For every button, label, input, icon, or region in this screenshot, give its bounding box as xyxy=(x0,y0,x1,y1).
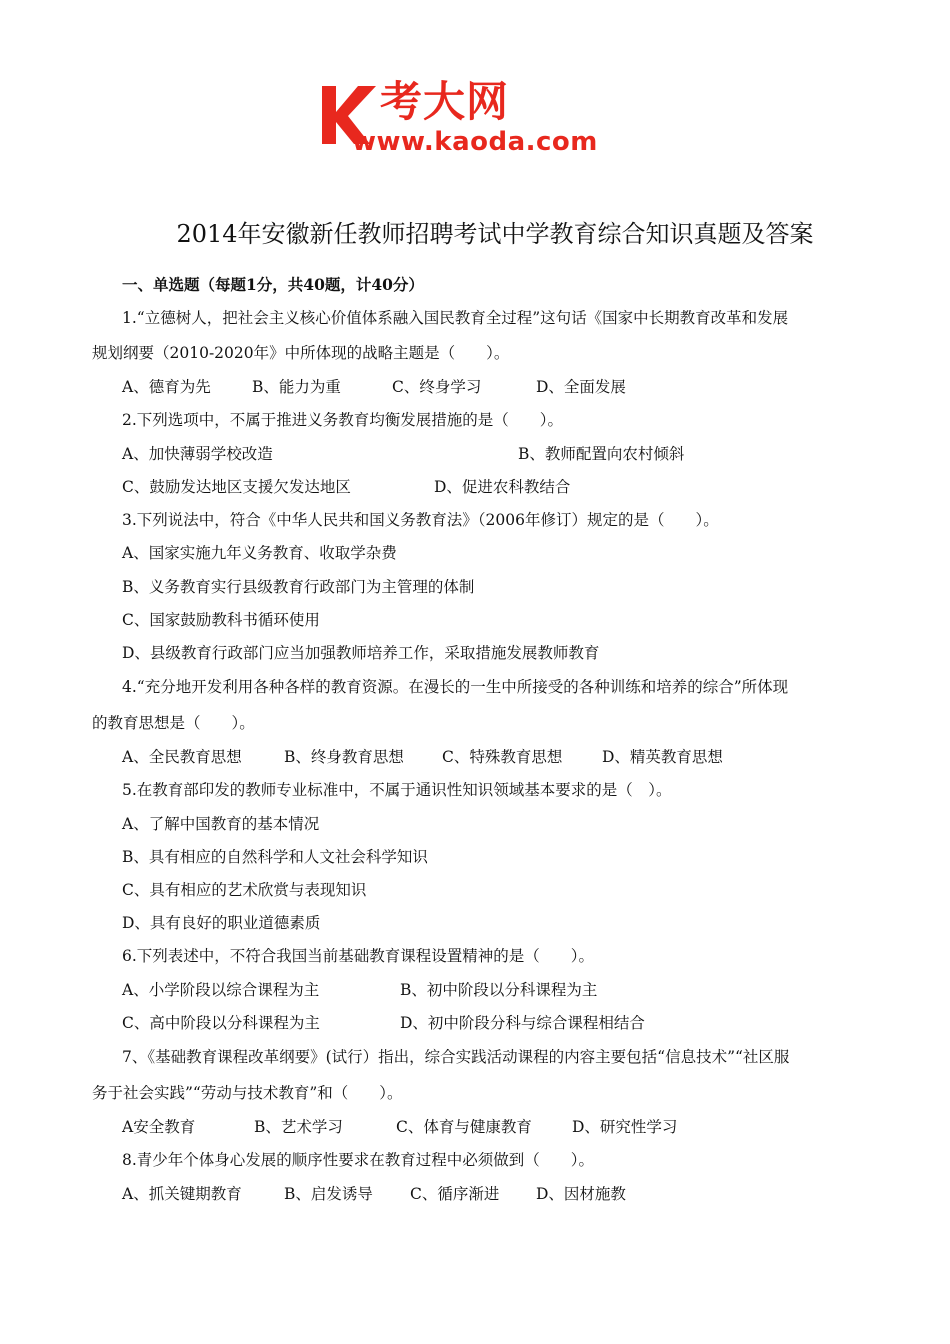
question-4-option-b: B、终身教育思想 xyxy=(284,748,404,766)
question-3-option-d: D、县级教育行政部门应当加强教师培养工作，采取措施发展教师教育 xyxy=(122,644,600,662)
question-5-option-c: C、具有相应的艺术欣赏与表现知识 xyxy=(122,881,367,899)
question-1-option-b: B、能力为重 xyxy=(252,378,341,396)
question-7-line-2: 务于社会实践”“劳动与技术教育”和（ ）。 xyxy=(92,1084,403,1102)
question-8-option-b: B、启发诱导 xyxy=(284,1185,373,1203)
question-7-option-a: A安全教育 xyxy=(122,1118,196,1136)
question-6-option-c: C、高中阶段以分科课程为主 xyxy=(122,1014,320,1032)
question-7-option-b: B、艺术学习 xyxy=(254,1118,343,1136)
question-5-option-b: B、具有相应的自然科学和人文社会科学知识 xyxy=(122,848,428,866)
question-5-option-a: A、了解中国教育的基本情况 xyxy=(122,815,320,833)
question-8-option-d: D、因材施教 xyxy=(536,1185,626,1203)
question-1-option-a: A、德育为先 xyxy=(122,378,211,396)
page-title: 2014年安徽新任教师招聘考试中学教育综合知识真题及答案 xyxy=(176,220,814,248)
question-3-option-c: C、国家鼓励教科书循环使用 xyxy=(122,611,320,629)
question-3-line-1: 3.下列说法中，符合《中华人民共和国义务教育法》（2006年修订）规定的是（ ）。 xyxy=(122,511,719,529)
question-4-line-2: 的教育思想是（ ）。 xyxy=(92,714,255,732)
question-7-line-1: 7、《基础教育课程改革纲要》(试行）指出，综合实践活动课程的内容主要包括“信息技术”“社区服 xyxy=(122,1048,790,1066)
question-6-option-d: D、初中阶段分科与综合课程相结合 xyxy=(400,1014,645,1032)
question-8-line-1: 8.青少年个体身心发展的顺序性要求在教育过程中必须做到（ ）。 xyxy=(122,1151,595,1169)
question-2-option-c: C、鼓励发达地区支援欠发达地区 xyxy=(122,478,351,496)
logo-url: www.kaoda.com xyxy=(352,127,598,157)
question-1-option-c: C、终身学习 xyxy=(392,378,482,396)
question-4-option-c: C、特殊教育思想 xyxy=(442,748,563,766)
question-4-line-1: 4.“充分地开发利用各种各样的教育资源。在漫长的一生中所接受的各种训练和培养的综合”所体现 xyxy=(122,678,789,696)
question-2-option-a: A、加快薄弱学校改造 xyxy=(122,445,273,463)
question-6-option-b: B、初中阶段以分科课程为主 xyxy=(400,981,598,999)
question-8-option-a: A、抓关键期教育 xyxy=(122,1185,242,1203)
question-7-option-c: C、体育与健康教育 xyxy=(396,1118,532,1136)
question-8-option-c: C、循序渐进 xyxy=(410,1185,500,1203)
question-7-option-d: D、研究性学习 xyxy=(572,1118,678,1136)
question-1-line-1: 1.“立德树人，把社会主义核心价值体系融入国民教育全过程”这句话《国家中长期教育改革和发展 xyxy=(122,309,789,327)
question-4-option-d: D、精英教育思想 xyxy=(602,748,723,766)
logo-brand-text: 考大网 xyxy=(380,77,510,126)
section-heading: 一、单选题（每题1分，共40题，计40分） xyxy=(122,275,424,294)
kaoda-logo xyxy=(318,77,638,162)
question-3-option-a: A、国家实施九年义务教育、收取学杂费 xyxy=(122,544,397,562)
question-2-option-d: D、促进农科教结合 xyxy=(434,478,571,496)
question-5-line-1: 5.在教育部印发的教师专业标准中，不属于通识性知识领域基本要求的是（ ）。 xyxy=(122,781,672,799)
question-6-option-a: A、小学阶段以综合课程为主 xyxy=(122,981,320,999)
question-1-line-2: 规划纲要（2010-2020年》中所体现的战略主题是（ ）。 xyxy=(92,344,510,362)
question-3-option-b: B、义务教育实行县级教育行政部门为主管理的体制 xyxy=(122,578,475,596)
question-4-option-a: A、全民教育思想 xyxy=(122,748,242,766)
question-1-option-d: D、全面发展 xyxy=(536,378,626,396)
question-5-option-d: D、具有良好的职业道德素质 xyxy=(122,914,321,932)
question-6-line-1: 6.下列表述中，不符合我国当前基础教育课程设置精神的是（ ）。 xyxy=(122,947,595,965)
question-2-option-b: B、教师配置向农村倾斜 xyxy=(518,445,685,463)
question-2-line-1: 2.下列选项中，不属于推进义务教育均衡发展措施的是（ ）。 xyxy=(122,411,564,429)
